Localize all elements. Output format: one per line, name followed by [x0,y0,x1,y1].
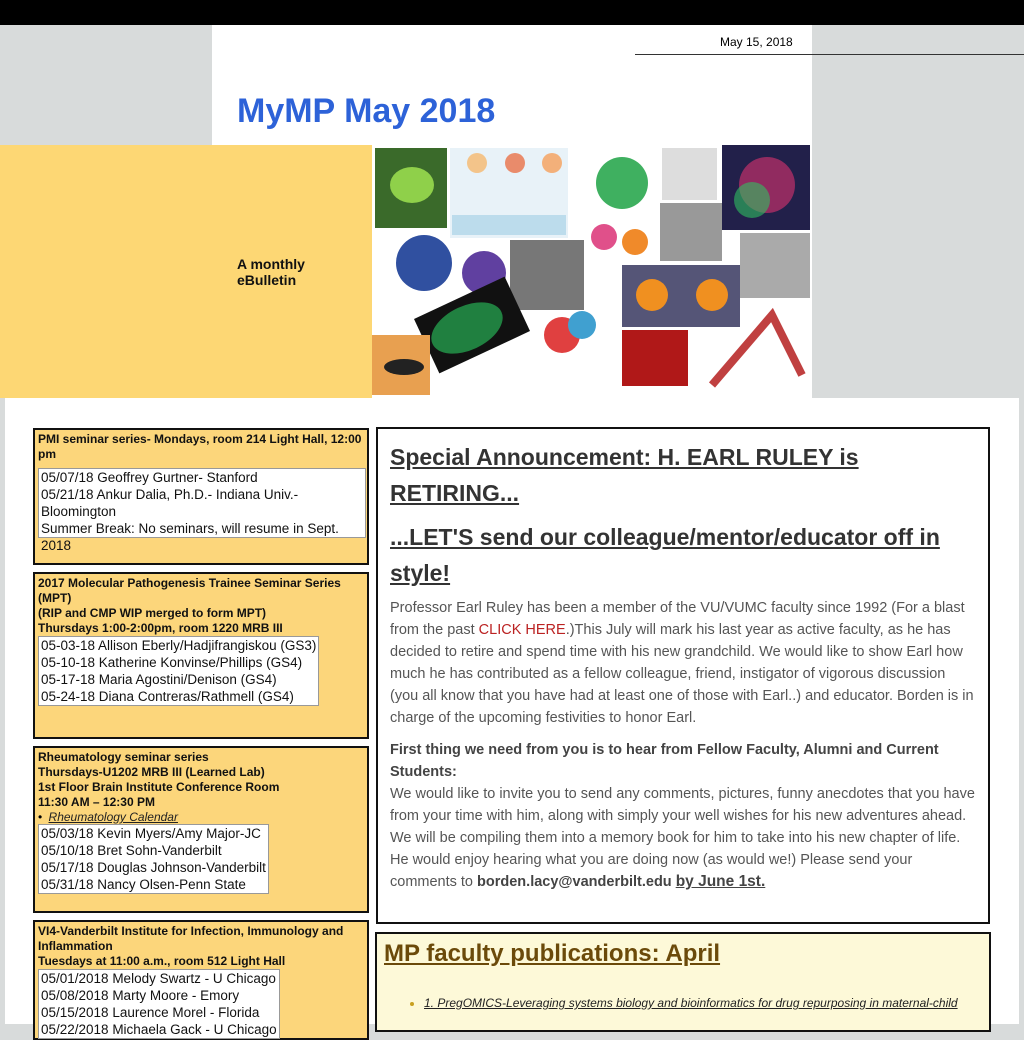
top-bar [0,0,1024,25]
call-to-action: First thing we need from you is to hear from Fellow Faculty, Alumni and Current Students: [390,742,939,780]
box-heading: (RIP and CMP WIP merged to form MPT) [38,606,267,620]
deadline: by June 1st. [675,873,766,890]
list-item: 05/15/2018 Laurence Morel - Florida [41,1005,260,1020]
list-item: 05-10-18 Katherine Konvinse/Phillips (GS4) [41,655,303,670]
box-heading: Thursdays 1:00-2:00pm, room 1220 MRB III [38,621,283,635]
announcement-subheading: ...LET'S send our colleague/mentor/educator off in style! [390,524,940,586]
list-item: 05/08/2018 Marty Moore - Emory [41,988,240,1003]
pmi-seminar-box [33,428,369,565]
box-heading: 2017 Molecular Pathogenesis Trainee Seminar Series (MPT) [38,576,341,605]
text: .)This July will mark his last year as active faculty, as he has decided to retire and spend time with his new grandchild. We would like to show Earl how much he has contributed as a fellow colleague, friend, instigator of vigorous discussion (you all know that you have had at least one of those with Earl..) and educator. Borden is in charge of the upcoming festivities to honor Earl. [390,622,974,726]
list-item: 05-17-18 Maria Agostini/Denison (GS4) [41,672,277,687]
text: We would like to invite you to send any comments, pictures, funny anecdotes that you have from your time with him, along with simply your well wishes for his new adventures ahead. We will be compiling them into a memory book for him to take into his new chapter of life. He would enjoy hearing what you are doing now (as would we!) Please send your comments to [390,786,975,890]
publication-link[interactable]: • 1. PregOMICS-Leveraging systems biology and bioinformatics for drug repurposing in maternal-child [424,996,982,1010]
list-item: 05/31/18 Nancy Olsen-Penn State [41,877,246,892]
list-item: 05/01/2018 Melody Swartz - U Chicago [41,971,276,986]
divider [635,54,1024,55]
publications-box [375,932,991,1032]
rheumatology-seminar-box: Rheumatology seminar series Thursdays-U1202 MRB III (Learned Lab) 1st Floor Brain Institute Conference Room 11:30 AM – 12:30 PM • Rheumatology Calendar 05/03/18 Kevin Myers/Amy Major-JC 05/10/18 Bret Sohn-Vanderbilt 05/17/18 Douglas Johnson-Vanderbilt 05/31/18 Nancy Olsen-Penn State [33,746,369,913]
page-title: MyMP May 2018 [237,92,496,130]
email-address: borden.lacy@vanderbilt.edu [477,874,672,890]
announcement-paragraph [390,597,976,729]
box-heading: 11:30 AM – 12:30 PM [38,795,155,809]
list-item: 05/03/18 Kevin Myers/Amy Major-JC [41,826,261,841]
vi4-seminar-box [33,920,369,1040]
rheumatology-calendar-link[interactable]: Rheumatology Calendar [48,810,178,824]
box-heading: Tuesdays at 11:00 a.m., room 512 Light Hall [38,954,286,968]
list-item: 05/22/2018 Michaela Gack - U Chicago [41,1022,277,1037]
list-item: 05-24-18 Diana Contreras/Rathmell (GS4) [41,689,294,704]
box-heading: Rheumatology seminar series [38,750,209,764]
tagline: A monthly eBulletin [237,256,305,288]
issue-date: May 15, 2018 [720,35,793,49]
special-announcement [376,427,990,924]
list-item: 05/07/18 Geoffrey Gurtner- Stanford [41,470,258,485]
list-item: 05/17/18 Douglas Johnson-Vanderbilt [41,860,266,875]
mpt-seminar-box [33,572,369,739]
box-heading: 1st Floor Brain Institute Conference Room [38,780,280,794]
publications-heading: MP faculty publications: April [384,940,721,967]
list-item: 05/10/18 Bret Sohn-Vanderbilt [41,843,222,858]
science-collage-image [372,145,812,398]
announcement-heading: Special Announcement: H. EARL RULEY is RETIRING... [390,444,859,506]
text: Professor Earl Ruley has been a member of the VU/VUMC faculty since 1992 (For a blast from the past [390,600,965,638]
list-item: 05/21/18 Ankur Dalia, Ph.D.- Indiana Univ.-Bloomington [41,487,299,519]
list-item: Summer Break: No seminars, will resume in Sept. 2018 [41,521,339,553]
box-heading: VI4-Vanderbilt Institute for Infection, Immunology and Inflammation [38,924,344,953]
box-heading: PMI seminar series- Mondays, room 214 Light Hall, 12:00 pm [38,432,362,461]
click-here-link[interactable]: CLICK HERE [478,622,566,638]
list-item: 05-03-18 Allison Eberly/Hadjifrangiskou (GS3) [41,638,317,653]
box-heading: Thursdays-U1202 MRB III (Learned Lab) [38,765,265,779]
